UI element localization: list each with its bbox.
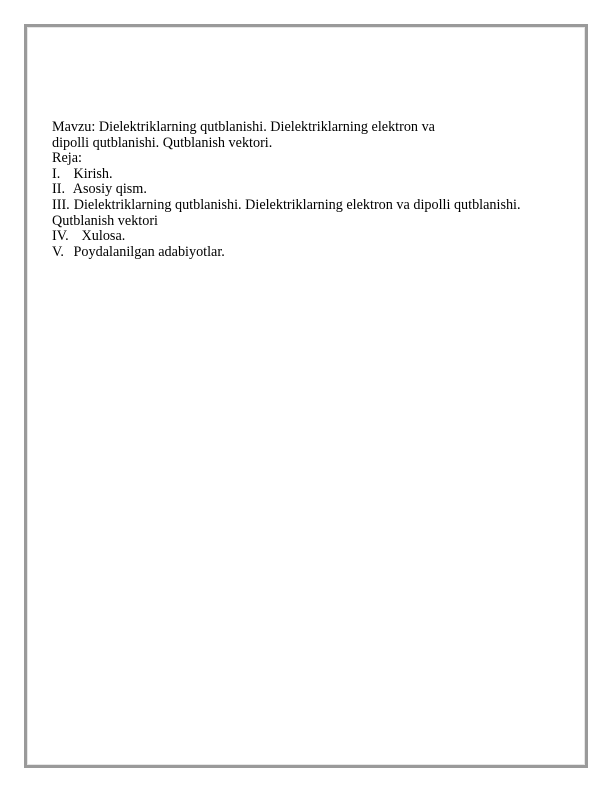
plan-item-3 <box>52 198 582 214</box>
plan-item-3-continuation: Qutblanish vektori <box>52 212 158 229</box>
plan-item-text: Kirish. <box>73 165 113 182</box>
plan-item-number: IV. <box>52 228 69 245</box>
topic-line-1: Mavzu: Dielektriklarning qutblanishi. Dielektriklarning elektron va <box>52 119 435 135</box>
plan-item-1 <box>52 167 582 183</box>
plan-item-5 <box>52 245 582 261</box>
document-body <box>52 120 582 260</box>
topic-line-2: dipolli qutblanishi. Qutblanish vektori. <box>52 134 273 151</box>
plan-item-number: V. <box>52 243 64 260</box>
plan-item-number: I. <box>52 165 61 182</box>
plan-list <box>52 167 582 261</box>
plan-item-number: II. <box>52 181 65 198</box>
plan-item-4 <box>52 229 582 245</box>
plan-item-text: Asosiy qism. <box>72 181 147 198</box>
plan-item-text: Poydalanilgan adabiyotlar. <box>73 243 225 260</box>
plan-item-text: Dielektriklarning qutblanishi. Dielektriklarning elektron va dipolli qutblanishi. <box>73 196 521 213</box>
plan-item-2 <box>52 182 582 198</box>
plan-item-text: Xulosa. <box>81 228 126 245</box>
plan-item-number: III. <box>52 196 70 213</box>
plan-heading: Reja: <box>52 150 82 167</box>
